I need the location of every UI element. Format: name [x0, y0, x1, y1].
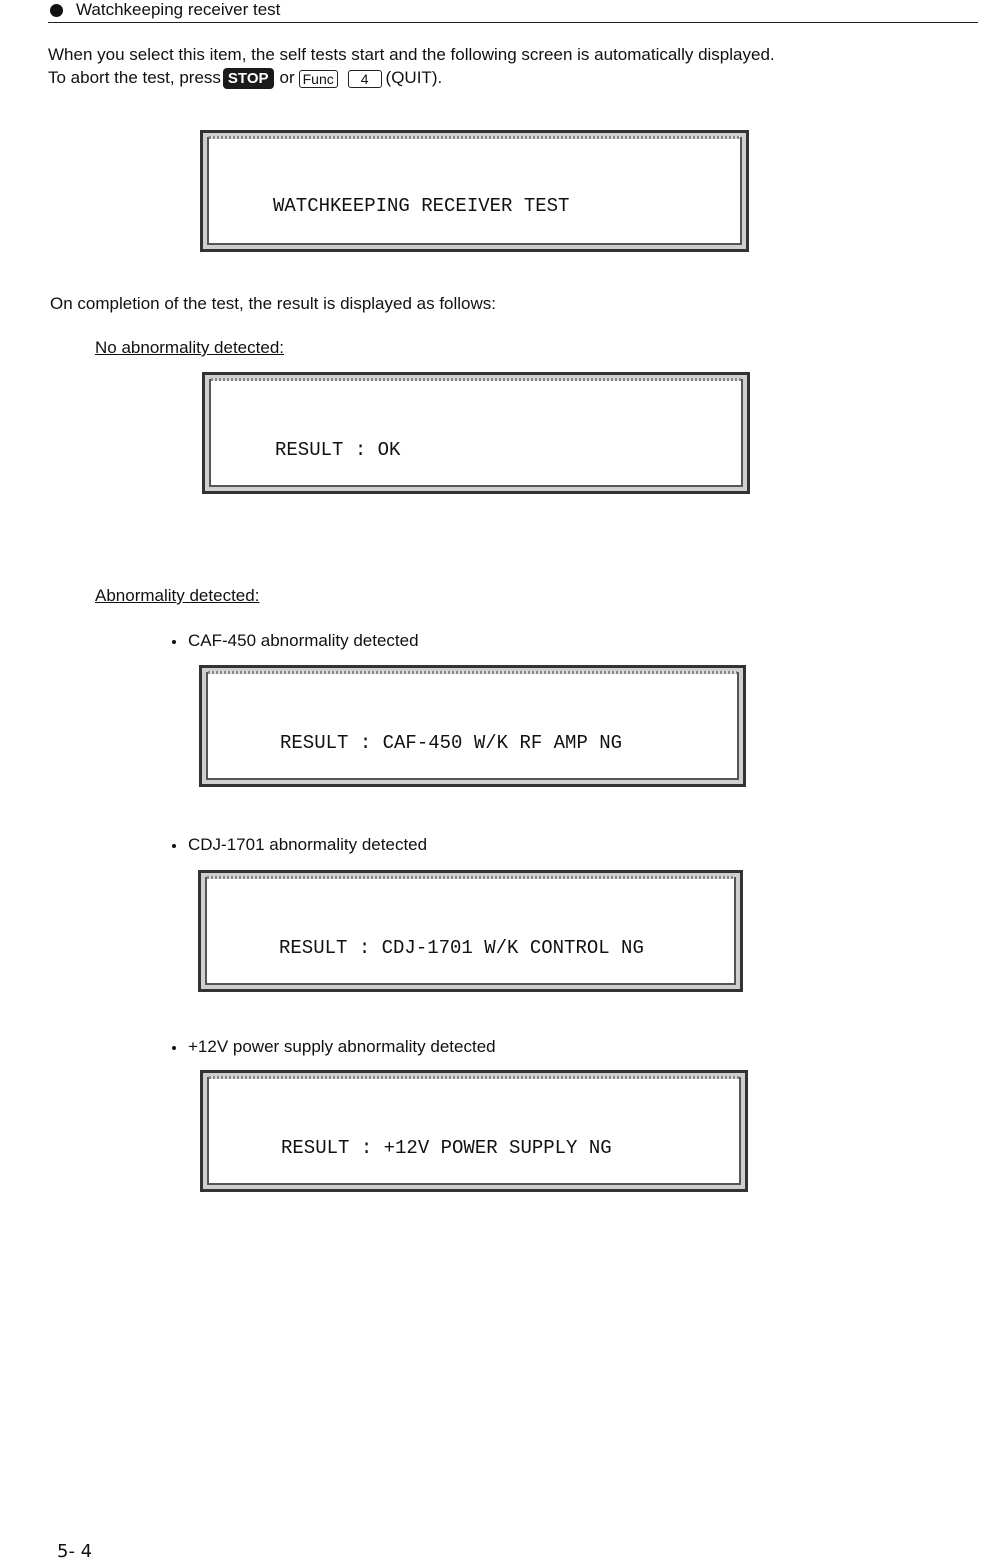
intro-line-2 [48, 67, 442, 89]
result-ok-screen [202, 372, 750, 494]
result-cdj-text: RESULT : CDJ-1701 W/K CONTROL NG [279, 937, 644, 959]
item-label: CDJ-1701 abnormality detected [188, 835, 428, 854]
section-title: Watchkeeping receiver test [76, 0, 281, 19]
bullet-icon [172, 640, 176, 644]
bullet-icon [172, 1046, 176, 1050]
list-item [172, 834, 427, 856]
no-abnormality-heading: No abnormality detected: [95, 338, 284, 357]
bullet-icon [172, 844, 176, 848]
item-label: +12V power supply abnormality detected [188, 1037, 496, 1056]
result-12v-screen [200, 1070, 748, 1192]
stop-key: STOP [223, 68, 274, 89]
intro-or: or [279, 68, 295, 87]
section-heading [48, 0, 978, 23]
intro-prefix: To abort the test, press [48, 68, 221, 87]
key-4: 4 [348, 70, 382, 88]
func-key: Func [299, 70, 338, 88]
result-cdj-screen [198, 870, 743, 992]
test-screen-text: WATCHKEEPING RECEIVER TEST [273, 195, 570, 217]
test-screen [200, 130, 749, 252]
result-caf-screen [199, 665, 746, 787]
result-caf-text: RESULT : CAF-450 W/K RF AMP NG [280, 732, 623, 754]
list-item [172, 1036, 496, 1058]
completion-text: On completion of the test, the result is displayed as follows: [50, 294, 497, 313]
abnormality-heading: Abnormality detected: [95, 586, 260, 605]
quit-label: (QUIT). [385, 68, 443, 87]
page-number: 5- 4 [57, 1541, 93, 1562]
list-item [172, 630, 419, 652]
item-label: CAF-450 abnormality detected [188, 631, 419, 650]
bullet-icon [50, 4, 63, 17]
result-ok-text: RESULT : OK [275, 439, 401, 461]
result-12v-text: RESULT : +12V POWER SUPPLY NG [281, 1137, 612, 1159]
intro-line-1: When you select this item, the self tests start and the following screen is automatically displayed. [48, 45, 775, 64]
